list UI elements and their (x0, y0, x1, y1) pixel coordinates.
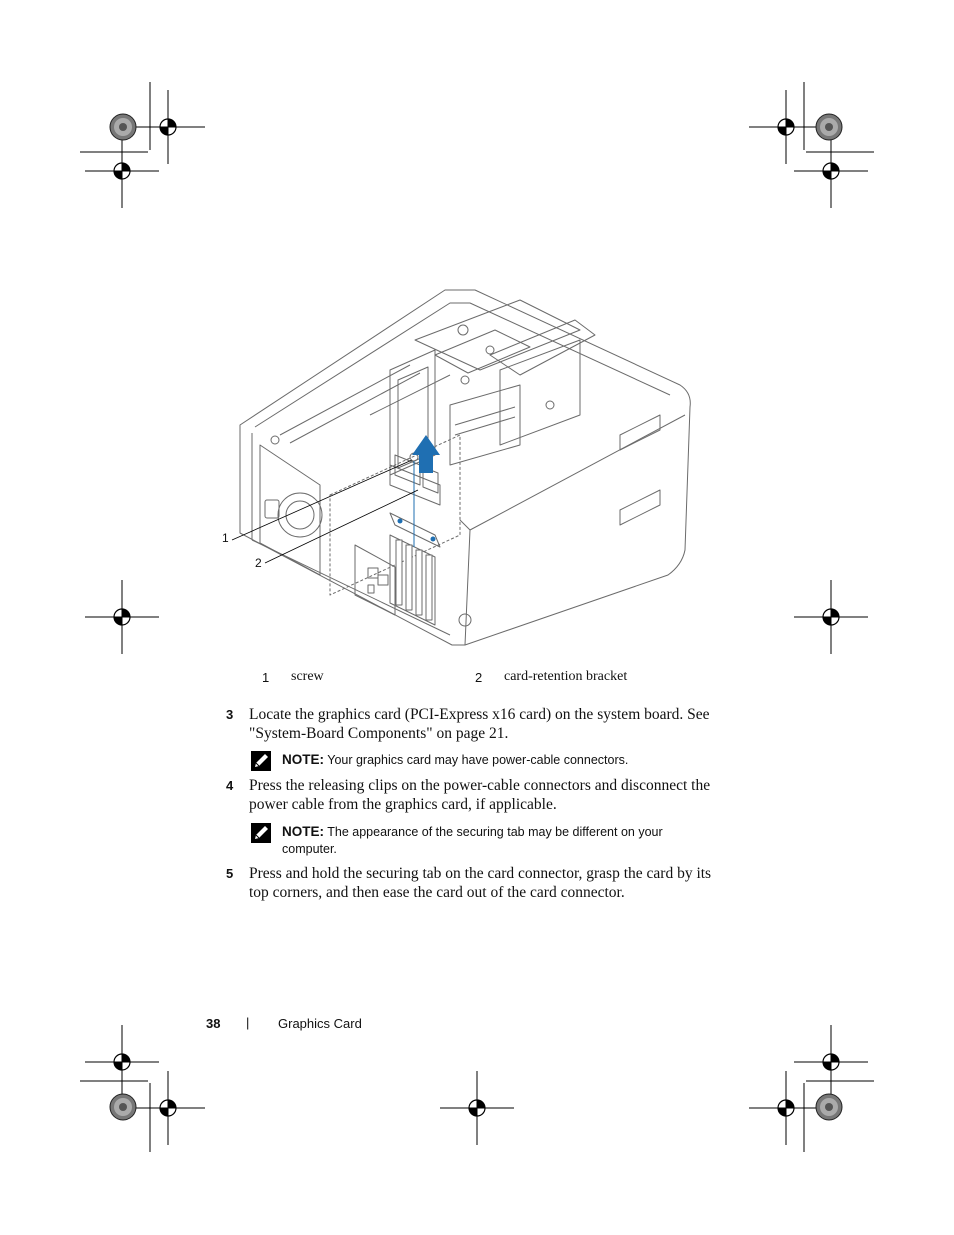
registration-target-icon (85, 1025, 159, 1099)
note-text: Your graphics card may have power-cable connectors. (327, 753, 629, 767)
figure-callout-1: 1 (222, 531, 229, 545)
legend-number: 2 (475, 670, 483, 685)
chassis-illustration (220, 285, 700, 655)
step-text: Press the releasing clips on the power-cable connectors and disconnect the power cable from the graphics card, if applicable. (249, 777, 711, 813)
registration-target-icon (85, 580, 159, 654)
page-number: 38 (206, 1016, 221, 1031)
note-label: NOTE: (282, 752, 324, 767)
registration-target-icon (749, 90, 823, 164)
color-starburst-icon (816, 1094, 842, 1120)
step-text: Locate the graphics card (PCI-Express x16 card) on the system board. See "System-Board Components" on page 21. (249, 706, 710, 742)
callout-leader-1 (232, 460, 412, 540)
note-pencil-icon (250, 750, 272, 772)
footer-separator: | (246, 1015, 250, 1030)
note-text: The appearance of the securing tab may be different on your computer. (282, 825, 663, 856)
footer-section-title: Graphics Card (278, 1016, 362, 1031)
registration-target-icon (794, 580, 868, 654)
legend-label: screw (291, 669, 324, 684)
callout-leader-2 (265, 490, 418, 563)
step-text: Press and hold the securing tab on the card connector, grasp the card by its top corners, and then ease the card out of the card connector. (249, 865, 712, 901)
step-number: 3 (226, 707, 234, 722)
registration-target-icon (794, 1025, 868, 1099)
legend-label: card-retention bracket (504, 669, 628, 684)
note-label: NOTE: (282, 824, 324, 839)
registration-target-icon (440, 1071, 514, 1145)
registration-target-icon (131, 1071, 205, 1145)
color-starburst-icon (110, 114, 136, 140)
registration-target-icon (749, 1071, 823, 1145)
figure-callout-2: 2 (255, 556, 262, 570)
note (282, 823, 677, 858)
registration-target-icon (131, 90, 205, 164)
note (282, 751, 702, 769)
color-starburst-icon (816, 114, 842, 140)
registration-target-icon (85, 134, 159, 208)
step-number: 5 (226, 866, 234, 881)
step-number: 4 (226, 778, 234, 793)
registration-target-icon (794, 134, 868, 208)
note-pencil-icon (250, 822, 272, 844)
color-starburst-icon (110, 1094, 136, 1120)
legend-number: 1 (262, 670, 270, 685)
